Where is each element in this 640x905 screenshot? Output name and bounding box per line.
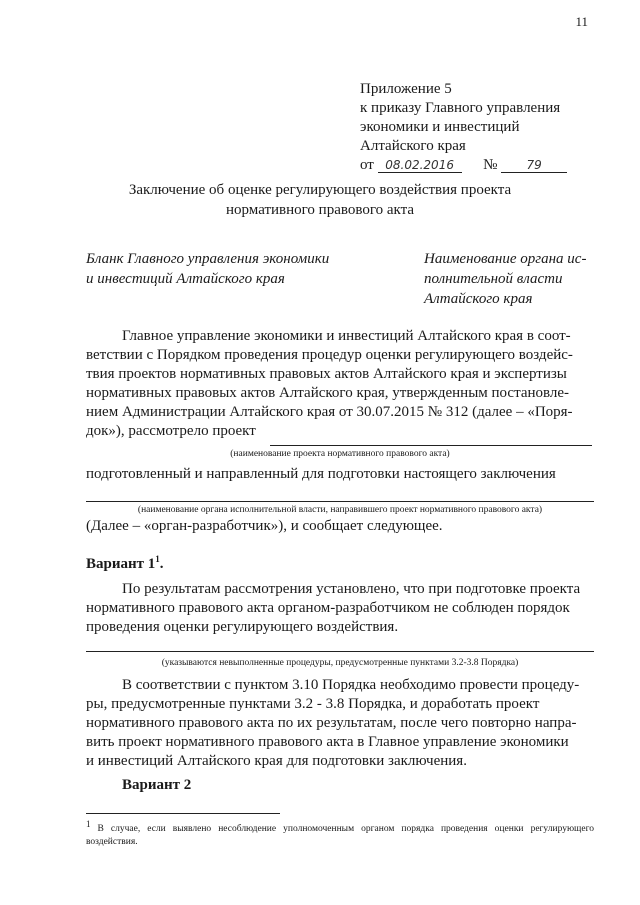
text-line: В соответствии с пунктом 3.10 Порядка необходимо провести процеду-: [122, 677, 580, 693]
text-line: и инвестиций Алтайского края для подготовки заключения.: [86, 753, 467, 769]
document-title: [0, 180, 640, 220]
text-line: твия проектов нормативных правовых актов Алтайского края и экспертизы: [86, 366, 567, 382]
clause-310-paragraph: [86, 676, 594, 771]
letterhead-line: Бланк Главного управления экономики: [86, 251, 330, 267]
text-line: нормативных правовых актов Алтайского края, утвержденным постановле-: [86, 385, 570, 401]
text-line: Главное управление экономики и инвестиций Алтайского края в соот-: [122, 328, 571, 344]
prepared-text: подготовленный и направленный для подготовки настоящего заключения: [86, 466, 556, 482]
appendix-line: Алтайского края: [360, 138, 466, 154]
footnote-separator: [86, 813, 280, 814]
intro-paragraph: [86, 327, 594, 441]
title-line: нормативного правового акта: [226, 202, 414, 218]
text-line: ветствии с Порядком проведения процедур оценки регулирующего воздейс-: [86, 347, 573, 363]
variant-1-label: Вариант 1: [86, 556, 156, 572]
text-line: нормативного правового акта по их результатам, после чего повторно напра-: [86, 715, 577, 731]
title-line: Заключение об оценке регулирующего воздействия проекта: [128, 182, 512, 198]
project-name-caption: (наименование проекта нормативного правового акта): [230, 449, 450, 459]
addressee-line: Алтайского края: [424, 291, 533, 307]
letterhead-label: [86, 249, 329, 289]
date-value: 08.02.2016: [378, 158, 462, 173]
text-line: нием Администрации Алтайского края от 30.07.2015 № 312 (далее – «Поря-: [86, 404, 573, 420]
appendix-block: [360, 80, 567, 175]
addressee-line: Наименование органа ис-: [424, 251, 587, 267]
text-line: вить проект нормативного правового акта в Главное управление экономики: [86, 734, 569, 750]
text-line: ры, предусмотренные пунктами 3.2 - 3.8 Порядка, и доработать проект: [86, 696, 540, 712]
authority-name-line: [86, 501, 594, 502]
appendix-line: Приложение 5: [360, 81, 452, 97]
appendix-line: к приказу Главного управления: [360, 100, 561, 116]
letterhead-line: и инвестиций Алтайского края: [86, 271, 285, 287]
variant-1-paragraph: [86, 580, 594, 637]
appendix-date-row: [360, 156, 567, 175]
procedures-caption: (указываются невыполненные процедуры, предусмотренные пунктами 3.2-3.8 Порядка): [161, 658, 519, 668]
number-label: №: [483, 157, 498, 173]
text-line: По результатам рассмотрения установлено, что при подготовке проекта: [122, 581, 581, 597]
page-number: 11: [575, 14, 588, 29]
text-line: нормативного правового акта органом-разработчиком не соблюден порядок: [86, 600, 570, 616]
footnote-text: В случае, если выявлено несоблюдение уполномоченным органом порядка проведения оценки регулирующего воздействия.: [86, 824, 594, 848]
variant-2-heading: Вариант 2: [122, 777, 192, 793]
appendix-line: экономики и инвестиций: [360, 119, 520, 135]
footnote: [86, 818, 594, 849]
number-value: 79: [501, 158, 567, 173]
date-label: от: [360, 157, 374, 173]
developer-text: (Далее – «орган-разработчик»), и сообщает следующее.: [86, 518, 443, 534]
footnote-mark: 1: [86, 819, 91, 829]
text-line: док»), рассмотрело проект: [86, 423, 256, 439]
procedures-line: [86, 651, 594, 652]
footnote-ref: 1: [155, 554, 160, 564]
authority-name-caption: (наименование органа исполнительной власти, направившего проект нормативного правового акта): [137, 505, 543, 515]
addressee-line: полнительной власти: [424, 271, 563, 287]
text-line: проведения оценки регулирующего воздействия.: [86, 619, 399, 635]
project-name-line: [270, 445, 592, 446]
variant-1-heading: [86, 554, 164, 573]
addressee-label: [424, 249, 586, 309]
variant-1-dot: .: [159, 556, 164, 572]
